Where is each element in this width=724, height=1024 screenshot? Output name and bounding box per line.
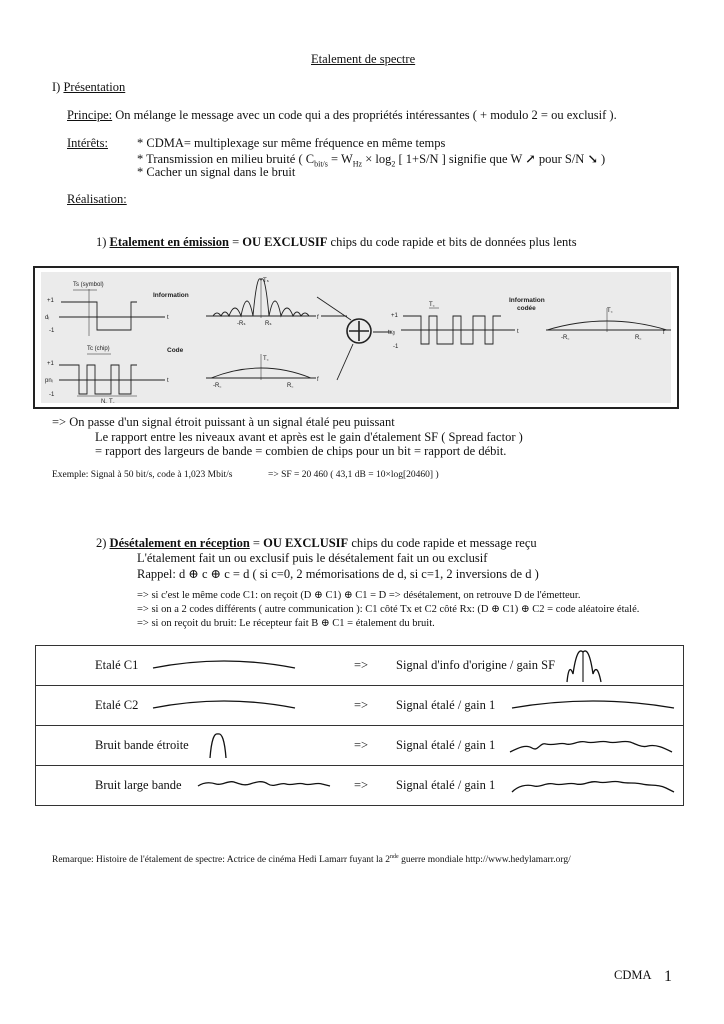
noisy-spectrum-icon	[508, 774, 678, 798]
table-row	[36, 686, 684, 726]
page-title: Etalement de spectre	[311, 52, 416, 66]
after-fig-line2: Le rapport entre les niveaux avant et après est le gain d'étalement SF ( Spread factor )	[95, 430, 523, 444]
page-number: 1	[664, 968, 672, 985]
principe-label: Principe:	[67, 108, 113, 122]
row-left-label: Bruit bande étroite	[95, 738, 189, 752]
code-label: Code	[167, 347, 184, 354]
svg-text:f: f	[317, 377, 319, 383]
svg-text:-1: -1	[49, 392, 55, 398]
table-row	[36, 726, 684, 766]
row-right-label: Signal étalé / gain 1	[396, 698, 496, 712]
interet-1: * CDMA= multiplexage sur même fréquence en même temps	[137, 136, 446, 150]
despreading-table	[35, 645, 684, 806]
example-text: Exemple: Signal à 50 bit/s, code à 1,023 Mbit/s	[52, 470, 233, 480]
svg-text:+1: +1	[391, 313, 398, 319]
svg-text:t: t	[517, 329, 519, 335]
information-label: Information	[153, 292, 189, 299]
spread-spectrum-icon	[149, 652, 299, 672]
information-codee-label-2: codée	[517, 305, 536, 312]
spreading-figure	[33, 266, 679, 409]
pni-label: pnᵢ	[45, 378, 53, 384]
svg-text:-R꜀: -R꜀	[213, 383, 222, 389]
spreading-diagram	[41, 272, 671, 403]
remarque: Remarque: Histoire de l'étalement de spectre: Actrice de cinéma Hedi Lamarr fuyant la 2nde guerre mondiale http://www.hedylamarr.org/	[52, 854, 571, 866]
narrow-band-icon	[206, 732, 230, 762]
information-codee-label-1: Information	[509, 297, 545, 304]
section-number: I)	[52, 80, 61, 94]
svg-text:R꜀: R꜀	[287, 383, 294, 389]
svg-text:Tₛ: Tₛ	[263, 278, 269, 284]
table-row	[36, 646, 684, 686]
svg-text:-1: -1	[393, 344, 399, 350]
step2-line2: L'étalement fait un ou exclusif puis le désétalement fait un ou exclusif	[137, 551, 488, 565]
case-2: => si on a 2 codes différents ( autre communication ): C1 côté Tx et C2 côté Rx: (D ⊕ C1) ⊕ C2 = code aléatoire étalé.	[137, 604, 640, 615]
table-row	[36, 766, 684, 806]
row-arrow: =>	[354, 778, 369, 792]
example-result: => SF = 20 460 ( 43,1 dB = 10×log[20460] )	[268, 470, 439, 480]
svg-text:R꜀: R꜀	[635, 335, 642, 341]
after-fig-line3: = rapport des largeurs de bande = combien de chips pour un bit = rapport de débit.	[95, 444, 507, 458]
step2-line: 2) Désétalement en réception = OU EXCLUSIF chips du code rapide et message reçu	[96, 536, 537, 550]
arrow-up-icon: ↗	[525, 152, 536, 166]
rappel-line: Rappel: d ⊕ c ⊕ c = d ( si c=0, 2 mémorisations de d, si c=1, 2 inversions de d )	[137, 567, 539, 581]
svg-text:t: t	[167, 378, 169, 384]
interets-label: Intérêts:	[67, 136, 108, 150]
svg-text:-Rₛ: -Rₛ	[237, 321, 246, 327]
svg-text:+1: +1	[47, 361, 54, 367]
row-arrow: =>	[354, 738, 369, 752]
wideband-noise-icon	[194, 774, 334, 794]
svg-text:f: f	[317, 315, 319, 321]
svg-text:T꜀: T꜀	[263, 356, 269, 362]
realisation-label: Réalisation:	[67, 192, 127, 206]
spread-spectrum-icon	[508, 692, 678, 712]
footer-label: CDMA	[614, 968, 652, 982]
row-left-label: Bruit large bande	[95, 778, 182, 792]
noisy-spectrum-icon	[506, 734, 676, 758]
svg-text:N꜀ T꜀: N꜀ T꜀	[101, 399, 115, 403]
txb-label: txᵦ	[388, 330, 395, 336]
case-1: => si c'est le même code C1: on reçoit (D ⊕ C1) ⊕ C1 = D => désétalement, on retrouve D de l'émetteur.	[137, 590, 581, 601]
interet-2: * Transmission en milieu bruité ( $C_{bit/s} = W_{Hz} \times \log_2$ [ 1+S/N ] signifie que W ↗ pour S/N ↘ )	[137, 152, 606, 169]
row-arrow: =>	[354, 658, 369, 672]
case-3: => si on reçoit du bruit: Le récepteur fait B ⊕ C1 = étalement du bruit.	[137, 618, 435, 629]
figure-background	[41, 272, 671, 403]
principe-line	[67, 108, 617, 123]
arrow-down-icon: ↘	[587, 152, 598, 166]
svg-text:t: t	[167, 315, 169, 321]
step1-line: 1) Etalement en émission = OU EXCLUSIF chips du code rapide et bits de données plus lents	[96, 235, 577, 249]
svg-text:+1: +1	[47, 298, 54, 304]
svg-text:Rₛ: Rₛ	[265, 321, 272, 327]
svg-text:T꜀: T꜀	[607, 308, 613, 314]
row-right-label: Signal étalé / gain 1	[396, 778, 496, 792]
di-label: dᵢ	[45, 315, 50, 321]
row-left-label: Etalé C1	[95, 658, 139, 672]
svg-text:f: f	[663, 330, 665, 336]
spread-spectrum-icon	[149, 692, 299, 712]
step1-heading: Etalement en émission	[109, 235, 229, 249]
interet-3: * Cacher un signal dans le bruit	[137, 165, 296, 179]
svg-text:T꜀: T꜀	[429, 302, 435, 308]
row-right-label: Signal étalé / gain 1	[396, 738, 496, 752]
row-left-label: Etalé C2	[95, 698, 139, 712]
row-arrow: =>	[354, 698, 369, 712]
narrow-peaks-icon	[563, 648, 605, 684]
row-right-label: Signal d'info d'origine / gain SF	[396, 658, 556, 672]
principe-text: On mélange le message avec un code qui a des propriétés intéressantes ( + modulo 2 = ou exclusif ).	[112, 108, 617, 122]
section-title: Présentation	[63, 80, 126, 94]
svg-text:-1: -1	[49, 328, 55, 334]
svg-text:-R꜀: -R꜀	[561, 335, 570, 341]
step2-heading: Désétalement en réception	[109, 536, 250, 550]
ts-symbol-label: Ts (symbol)	[73, 282, 104, 288]
tc-chip-label: Tc (chip)	[87, 346, 110, 352]
section-heading	[52, 80, 125, 95]
after-fig-line1: => On passe d'un signal étroit puissant à un signal étalé peu puissant	[52, 415, 395, 429]
